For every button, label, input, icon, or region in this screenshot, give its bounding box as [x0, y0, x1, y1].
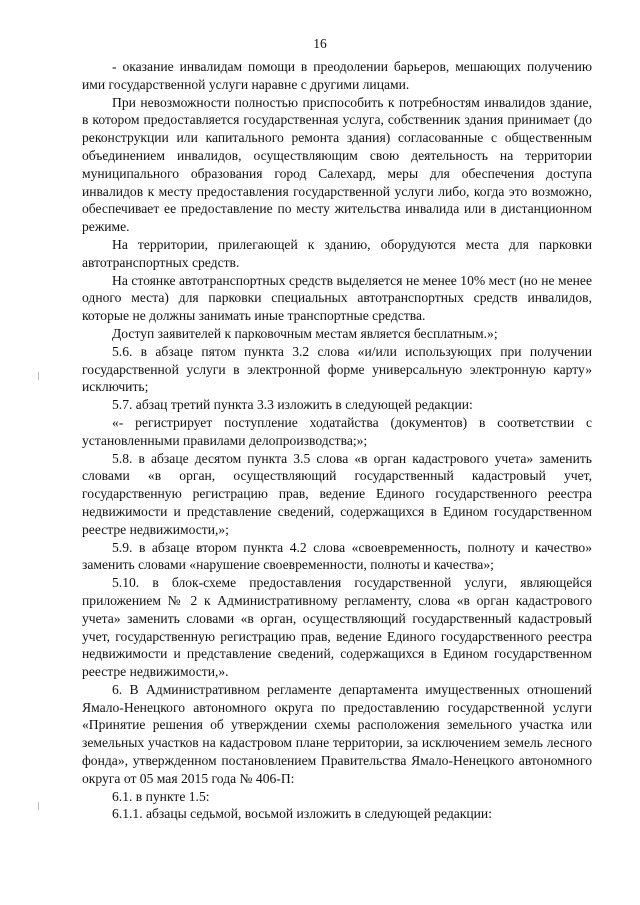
paragraph: На стоянке автотранспортных средств выделяется не менее 10% мест (но не менее одного места) для парковки специальных автотранспортных средств инвалидов, которые не должны занимать иные транспортные средства. [82, 272, 592, 324]
paragraph: 5.9. в абзаце втором пункта 4.2 слова «своевременность, полноту и качество» заменить словами «нарушение своевременности, полноты и качества»; [82, 539, 592, 573]
paragraph: 6.1.1. абзацы седьмой, восьмой изложить в следующей редакции: [112, 806, 492, 822]
paragraph: На территории, прилегающей к зданию, оборудуются места для парковки автотранспортных средств. [82, 236, 592, 270]
paragraph: 5.10. в блок-схеме предоставления государственной услуги, являющейся приложением № 2 к Административному регламенту, слова «в орган кадастрового учета» заменить словами «в орган, осуществляющий государственный кадастровый учет, государственную регистрацию прав, ведение Единого государственного реестра недвижимости и представление сведений, содержащихся в Едином государственном реестре недвижимости,». [82, 575, 592, 680]
scan-margin-mark [38, 802, 39, 810]
page-number: 16 [313, 36, 327, 51]
paragraph: «- регистрирует поступление ходатайства (документов) в соответствии с установленными правилами делопроизводства;»; [82, 414, 592, 448]
paragraph: - оказание инвалидам помощи в преодолении барьеров, мешающих получению ими государственной услуги наравне с другими лицами. [82, 59, 592, 92]
paragraph: 5.7. абзац третий пункта 3.3 изложить в следующей редакции: [112, 397, 473, 413]
paragraph: Доступ заявителей к парковочным местам является бесплатным.»; [112, 325, 498, 341]
scan-margin-mark [38, 372, 39, 380]
paragraph: 5.6. в абзаце пятом пункта 3.2 слова «и/или использующих при получении государственной услуги в электронной форме универсальную электронную карту» исключить; [82, 343, 592, 395]
paragraph: 6. В Административном регламенте департамента имущественных отношений Ямало-Ненецкого автономного округа по предоставлению государственной услуги «Принятие решения об утверждении схемы расположения земельного участка или земельных участков на кадастровом плане территории, за исключением земель лесного фонда», утвержденном постановлением Правительства Ямало-Ненецкого автономного округа от 05 мая 2015 года № 406-П: [82, 681, 592, 786]
paragraph: 5.8. в абзаце десятом пункта 3.5 слова «в орган кадастрового учета» заменить словами «в орган, осуществляющий государственный кадастровый учет, государственную регистрацию прав, ведение Единого государственного реестра недвижимости и представление сведений, содержащихся в Едином государственном реестре недвижимости,»; [82, 450, 592, 537]
document-body [82, 58, 592, 823]
paragraph: 6.1. в пункте 1.5: [112, 788, 210, 804]
paragraph: При невозможности полностью приспособить к потребностям инвалидов здание, в котором предоставляется государственная услуга, собственник здания принимает (до реконструкции или капитального ремонта здания) согласованные с общественным объединением инвалидов, осуществляющим свою деятельность на территории муниципального образования город Салехард, меры для обеспечения доступа инвалидов к месту предоставления государственной услуги либо, когда это возможно, обеспечивает ее предоставление по месту жительства инвалида или в дистанционном режиме. [82, 94, 592, 235]
